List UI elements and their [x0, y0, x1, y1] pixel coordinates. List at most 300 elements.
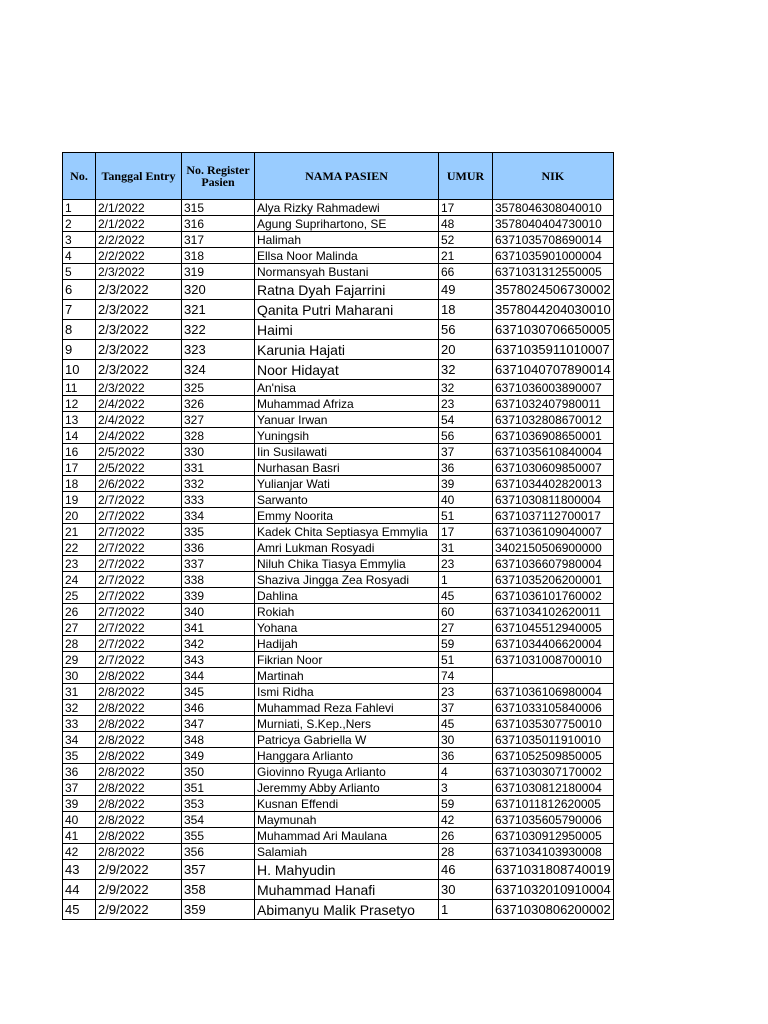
cell-register: 334 — [182, 508, 255, 524]
table-row — [63, 248, 614, 264]
cell-register: 354 — [182, 812, 255, 828]
cell-umur: 36 — [439, 748, 493, 764]
cell-no: 39 — [63, 796, 96, 812]
cell-umur: 18 — [439, 300, 493, 320]
cell-nik: 3578024506730002 — [493, 280, 614, 300]
cell-no: 3 — [63, 232, 96, 248]
cell-nama: An'nisa — [255, 380, 439, 396]
cell-nik: 6371011812620005 — [493, 796, 614, 812]
cell-tanggal: 2/3/2022 — [96, 340, 182, 360]
cell-nik: 6371035708690014 — [493, 232, 614, 248]
cell-register: 356 — [182, 844, 255, 860]
header-tanggal-entry: Tanggal Entry — [96, 153, 182, 200]
table-row — [63, 264, 614, 280]
cell-register: 349 — [182, 748, 255, 764]
table-row — [63, 652, 614, 668]
cell-nik: 6371034406620004 — [493, 636, 614, 652]
cell-tanggal: 2/8/2022 — [96, 732, 182, 748]
cell-register: 336 — [182, 540, 255, 556]
cell-umur: 1 — [439, 900, 493, 920]
cell-umur: 28 — [439, 844, 493, 860]
cell-nik: 3402150506900000 — [493, 540, 614, 556]
cell-tanggal: 2/3/2022 — [96, 264, 182, 280]
cell-nama: Kusnan Effendi — [255, 796, 439, 812]
cell-tanggal: 2/7/2022 — [96, 508, 182, 524]
header-umur: UMUR — [439, 153, 493, 200]
table-row — [63, 620, 614, 636]
cell-nama: Alya Rizky Rahmadewi — [255, 200, 439, 216]
cell-register: 342 — [182, 636, 255, 652]
cell-umur: 56 — [439, 320, 493, 340]
table-row — [63, 232, 614, 248]
cell-register: 321 — [182, 300, 255, 320]
cell-no: 19 — [63, 492, 96, 508]
cell-register: 319 — [182, 264, 255, 280]
cell-umur: 32 — [439, 380, 493, 396]
cell-tanggal: 2/9/2022 — [96, 900, 182, 920]
cell-register: 345 — [182, 684, 255, 700]
cell-register: 331 — [182, 460, 255, 476]
cell-no: 8 — [63, 320, 96, 340]
cell-nik: 6371031008700010 — [493, 652, 614, 668]
cell-umur: 51 — [439, 508, 493, 524]
cell-nama: Muhammad Hanafi — [255, 880, 439, 900]
cell-umur: 1 — [439, 572, 493, 588]
table-row — [63, 880, 614, 900]
cell-nik: 6371036908650001 — [493, 428, 614, 444]
cell-umur: 39 — [439, 476, 493, 492]
cell-umur: 37 — [439, 444, 493, 460]
cell-nama: Giovinno Ryuga Arlianto — [255, 764, 439, 780]
cell-nik: 6371036106980004 — [493, 684, 614, 700]
cell-nama: Haimi — [255, 320, 439, 340]
cell-umur: 66 — [439, 264, 493, 280]
cell-umur: 60 — [439, 604, 493, 620]
table-row — [63, 604, 614, 620]
cell-tanggal: 2/7/2022 — [96, 524, 182, 540]
cell-tanggal: 2/3/2022 — [96, 360, 182, 380]
cell-umur: 74 — [439, 668, 493, 684]
cell-tanggal: 2/4/2022 — [96, 428, 182, 444]
cell-no: 44 — [63, 880, 96, 900]
table-row — [63, 572, 614, 588]
cell-register: 339 — [182, 588, 255, 604]
cell-umur: 26 — [439, 828, 493, 844]
cell-umur: 46 — [439, 860, 493, 880]
cell-umur: 27 — [439, 620, 493, 636]
cell-register: 358 — [182, 880, 255, 900]
table-row — [63, 844, 614, 860]
table-row — [63, 732, 614, 748]
cell-tanggal: 2/7/2022 — [96, 572, 182, 588]
cell-register: 344 — [182, 668, 255, 684]
cell-nama: Nurhasan Basri — [255, 460, 439, 476]
cell-nama: Fikrian Noor — [255, 652, 439, 668]
cell-nama: Muhammad Reza Fahlevi — [255, 700, 439, 716]
cell-nama: Noor Hidayat — [255, 360, 439, 380]
cell-nama: Niluh Chika Tiasya Emmylia — [255, 556, 439, 572]
cell-tanggal: 2/2/2022 — [96, 232, 182, 248]
table-row — [63, 320, 614, 340]
cell-umur: 59 — [439, 796, 493, 812]
header-row — [63, 153, 614, 200]
cell-no: 2 — [63, 216, 96, 232]
table-row — [63, 828, 614, 844]
cell-register: 318 — [182, 248, 255, 264]
cell-no: 43 — [63, 860, 96, 880]
table-row — [63, 444, 614, 460]
table-row — [63, 780, 614, 796]
cell-nama: H. Mahyudin — [255, 860, 439, 880]
cell-no: 18 — [63, 476, 96, 492]
cell-nik: 6371030609850007 — [493, 460, 614, 476]
cell-tanggal: 2/8/2022 — [96, 668, 182, 684]
cell-register: 322 — [182, 320, 255, 340]
cell-umur: 4 — [439, 764, 493, 780]
cell-umur: 42 — [439, 812, 493, 828]
cell-no: 31 — [63, 684, 96, 700]
cell-nama: Karunia Hajati — [255, 340, 439, 360]
cell-nama: Salamiah — [255, 844, 439, 860]
cell-tanggal: 2/8/2022 — [96, 764, 182, 780]
table-row — [63, 588, 614, 604]
cell-no: 30 — [63, 668, 96, 684]
table-row — [63, 748, 614, 764]
cell-tanggal: 2/8/2022 — [96, 844, 182, 860]
cell-no: 12 — [63, 396, 96, 412]
cell-tanggal: 2/9/2022 — [96, 880, 182, 900]
cell-register: 348 — [182, 732, 255, 748]
cell-nik: 6371032808670012 — [493, 412, 614, 428]
cell-nik: 6371030307170002 — [493, 764, 614, 780]
cell-nik — [493, 668, 614, 684]
cell-nik: 6371035307750010 — [493, 716, 614, 732]
table-row — [63, 396, 614, 412]
cell-register: 355 — [182, 828, 255, 844]
patient-table — [62, 152, 614, 920]
table-row — [63, 764, 614, 780]
cell-nik: 6371034102620011 — [493, 604, 614, 620]
cell-umur: 51 — [439, 652, 493, 668]
cell-register: 317 — [182, 232, 255, 248]
cell-nama: Abimanyu Malik Prasetyo — [255, 900, 439, 920]
cell-no: 32 — [63, 700, 96, 716]
table-row — [63, 716, 614, 732]
cell-nama: Ellsa Noor Malinda — [255, 248, 439, 264]
cell-umur: 52 — [439, 232, 493, 248]
header-nik: NIK — [493, 153, 614, 200]
table-row — [63, 556, 614, 572]
cell-no: 27 — [63, 620, 96, 636]
cell-no: 33 — [63, 716, 96, 732]
cell-register: 338 — [182, 572, 255, 588]
cell-no: 9 — [63, 340, 96, 360]
cell-umur: 23 — [439, 684, 493, 700]
cell-nik: 6371030812180004 — [493, 780, 614, 796]
table-row — [63, 340, 614, 360]
cell-nik: 6371036607980004 — [493, 556, 614, 572]
cell-umur: 3 — [439, 780, 493, 796]
cell-tanggal: 2/2/2022 — [96, 248, 182, 264]
cell-tanggal: 2/8/2022 — [96, 796, 182, 812]
cell-no: 26 — [63, 604, 96, 620]
cell-nama: Muhammad Afriza — [255, 396, 439, 412]
cell-nik: 6371045512940005 — [493, 620, 614, 636]
cell-umur: 45 — [439, 588, 493, 604]
cell-nik: 6371037112700017 — [493, 508, 614, 524]
table-row — [63, 460, 614, 476]
cell-nik: 6371035610840004 — [493, 444, 614, 460]
cell-tanggal: 2/5/2022 — [96, 460, 182, 476]
cell-umur: 30 — [439, 880, 493, 900]
cell-nik: 6371030706650005 — [493, 320, 614, 340]
table-row — [63, 412, 614, 428]
cell-nama: Maymunah — [255, 812, 439, 828]
cell-umur: 37 — [439, 700, 493, 716]
cell-no: 41 — [63, 828, 96, 844]
cell-register: 323 — [182, 340, 255, 360]
cell-register: 328 — [182, 428, 255, 444]
cell-no: 40 — [63, 812, 96, 828]
cell-register: 341 — [182, 620, 255, 636]
cell-nama: Iin Susilawati — [255, 444, 439, 460]
cell-umur: 40 — [439, 492, 493, 508]
cell-tanggal: 2/7/2022 — [96, 652, 182, 668]
cell-nik: 6371036003890007 — [493, 380, 614, 396]
cell-nama: Agung Suprihartono, SE — [255, 216, 439, 232]
cell-no: 4 — [63, 248, 96, 264]
cell-nik: 6371052509850005 — [493, 748, 614, 764]
table-row — [63, 540, 614, 556]
cell-tanggal: 2/3/2022 — [96, 380, 182, 396]
cell-no: 6 — [63, 280, 96, 300]
cell-nama: Patricya Gabriella W — [255, 732, 439, 748]
table-row — [63, 360, 614, 380]
cell-nama: Emmy Noorita — [255, 508, 439, 524]
table-body — [63, 200, 614, 920]
cell-register: 353 — [182, 796, 255, 812]
cell-tanggal: 2/7/2022 — [96, 636, 182, 652]
cell-nik: 6371030811800004 — [493, 492, 614, 508]
cell-umur: 36 — [439, 460, 493, 476]
cell-tanggal: 2/6/2022 — [96, 476, 182, 492]
cell-nama: Murniati, S.Kep.,Ners — [255, 716, 439, 732]
table-row — [63, 508, 614, 524]
cell-no: 45 — [63, 900, 96, 920]
cell-nama: Jeremmy Abby Arlianto — [255, 780, 439, 796]
cell-no: 16 — [63, 444, 96, 460]
cell-umur: 30 — [439, 732, 493, 748]
cell-register: 337 — [182, 556, 255, 572]
cell-register: 359 — [182, 900, 255, 920]
cell-tanggal: 2/8/2022 — [96, 700, 182, 716]
cell-nama: Ismi Ridha — [255, 684, 439, 700]
cell-nama: Dahlina — [255, 588, 439, 604]
cell-nik: 3578044204030010 — [493, 300, 614, 320]
cell-umur: 23 — [439, 556, 493, 572]
cell-register: 357 — [182, 860, 255, 880]
table-row — [63, 280, 614, 300]
cell-nik: 6371035011910010 — [493, 732, 614, 748]
cell-register: 350 — [182, 764, 255, 780]
cell-tanggal: 2/3/2022 — [96, 300, 182, 320]
table-row — [63, 380, 614, 396]
cell-register: 335 — [182, 524, 255, 540]
cell-register: 316 — [182, 216, 255, 232]
cell-nama: Martinah — [255, 668, 439, 684]
cell-umur: 54 — [439, 412, 493, 428]
cell-nik: 6371034402820013 — [493, 476, 614, 492]
cell-tanggal: 2/4/2022 — [96, 412, 182, 428]
cell-tanggal: 2/4/2022 — [96, 396, 182, 412]
cell-no: 7 — [63, 300, 96, 320]
header-no-register: No. Register Pasien — [182, 153, 255, 200]
cell-register: 320 — [182, 280, 255, 300]
cell-umur: 21 — [439, 248, 493, 264]
header-nama-pasien: NAMA PASIEN — [255, 153, 439, 200]
cell-nik: 6371033105840006 — [493, 700, 614, 716]
cell-nik: 3578040404730010 — [493, 216, 614, 232]
cell-register: 347 — [182, 716, 255, 732]
cell-no: 23 — [63, 556, 96, 572]
cell-register: 333 — [182, 492, 255, 508]
cell-tanggal: 2/8/2022 — [96, 828, 182, 844]
cell-no: 1 — [63, 200, 96, 216]
cell-register: 332 — [182, 476, 255, 492]
cell-register: 326 — [182, 396, 255, 412]
cell-tanggal: 2/7/2022 — [96, 604, 182, 620]
cell-nik: 6371036101760002 — [493, 588, 614, 604]
cell-no: 36 — [63, 764, 96, 780]
cell-no: 24 — [63, 572, 96, 588]
cell-no: 34 — [63, 732, 96, 748]
cell-nama: Sarwanto — [255, 492, 439, 508]
cell-nik: 6371030806200002 — [493, 900, 614, 920]
cell-nama: Halimah — [255, 232, 439, 248]
table-row — [63, 300, 614, 320]
cell-no: 17 — [63, 460, 96, 476]
cell-umur: 32 — [439, 360, 493, 380]
cell-register: 327 — [182, 412, 255, 428]
cell-nama: Normansyah Bustani — [255, 264, 439, 280]
cell-register: 343 — [182, 652, 255, 668]
cell-nama: Yulianjar Wati — [255, 476, 439, 492]
table-row — [63, 668, 614, 684]
cell-nik: 6371031312550005 — [493, 264, 614, 280]
cell-tanggal: 2/8/2022 — [96, 684, 182, 700]
cell-nama: Hanggara Arlianto — [255, 748, 439, 764]
cell-no: 35 — [63, 748, 96, 764]
cell-register: 351 — [182, 780, 255, 796]
cell-umur: 49 — [439, 280, 493, 300]
cell-umur: 17 — [439, 524, 493, 540]
cell-no: 25 — [63, 588, 96, 604]
cell-nama: Muhammad Ari Maulana — [255, 828, 439, 844]
cell-umur: 48 — [439, 216, 493, 232]
cell-no: 28 — [63, 636, 96, 652]
table-row — [63, 796, 614, 812]
table-row — [63, 476, 614, 492]
cell-no: 21 — [63, 524, 96, 540]
cell-umur: 31 — [439, 540, 493, 556]
cell-tanggal: 2/8/2022 — [96, 812, 182, 828]
table-row — [63, 900, 614, 920]
table-row — [63, 636, 614, 652]
cell-register: 324 — [182, 360, 255, 380]
cell-nama: Rokiah — [255, 604, 439, 620]
table-row — [63, 812, 614, 828]
cell-tanggal: 2/1/2022 — [96, 216, 182, 232]
cell-nama: Hadijah — [255, 636, 439, 652]
cell-tanggal: 2/8/2022 — [96, 716, 182, 732]
cell-nama: Yohana — [255, 620, 439, 636]
cell-nik: 6371032407980011 — [493, 396, 614, 412]
cell-no: 37 — [63, 780, 96, 796]
cell-no: 20 — [63, 508, 96, 524]
cell-nik: 6371031808740019 — [493, 860, 614, 880]
cell-umur: 56 — [439, 428, 493, 444]
header-no: No. — [63, 153, 96, 200]
cell-nik: 6371034103930008 — [493, 844, 614, 860]
cell-umur: 59 — [439, 636, 493, 652]
cell-umur: 17 — [439, 200, 493, 216]
cell-nama: Amri Lukman Rosyadi — [255, 540, 439, 556]
cell-nama: Yuningsih — [255, 428, 439, 444]
table-row — [63, 492, 614, 508]
cell-no: 5 — [63, 264, 96, 280]
cell-nik: 6371035901000004 — [493, 248, 614, 264]
cell-nama: Yanuar Irwan — [255, 412, 439, 428]
cell-umur: 23 — [439, 396, 493, 412]
table-row — [63, 860, 614, 880]
cell-nik: 6371035206200001 — [493, 572, 614, 588]
cell-no: 42 — [63, 844, 96, 860]
cell-no: 13 — [63, 412, 96, 428]
table-row — [63, 428, 614, 444]
cell-register: 315 — [182, 200, 255, 216]
cell-nama: Qanita Putri Maharani — [255, 300, 439, 320]
table-row — [63, 216, 614, 232]
table-row — [63, 524, 614, 540]
cell-no: 29 — [63, 652, 96, 668]
cell-nama: Shaziva Jingga Zea Rosyadi — [255, 572, 439, 588]
cell-umur: 20 — [439, 340, 493, 360]
cell-tanggal: 2/1/2022 — [96, 200, 182, 216]
table-row — [63, 200, 614, 216]
cell-register: 325 — [182, 380, 255, 396]
cell-tanggal: 2/3/2022 — [96, 320, 182, 340]
table-row — [63, 684, 614, 700]
table-row — [63, 700, 614, 716]
cell-nama: Kadek Chita Septiasya Emmylia — [255, 524, 439, 540]
cell-no: 14 — [63, 428, 96, 444]
cell-register: 346 — [182, 700, 255, 716]
cell-no: 22 — [63, 540, 96, 556]
cell-tanggal: 2/7/2022 — [96, 588, 182, 604]
cell-umur: 45 — [439, 716, 493, 732]
cell-tanggal: 2/8/2022 — [96, 780, 182, 796]
cell-tanggal: 2/7/2022 — [96, 540, 182, 556]
cell-tanggal: 2/7/2022 — [96, 492, 182, 508]
cell-nama: Ratna Dyah Fajarrini — [255, 280, 439, 300]
cell-nik: 6371035911010007 — [493, 340, 614, 360]
cell-nik: 6371035605790006 — [493, 812, 614, 828]
cell-nik: 3578046308040010 — [493, 200, 614, 216]
cell-nik: 6371032010910004 — [493, 880, 614, 900]
cell-tanggal: 2/9/2022 — [96, 860, 182, 880]
cell-nik: 6371040707890014 — [493, 360, 614, 380]
cell-no: 10 — [63, 360, 96, 380]
